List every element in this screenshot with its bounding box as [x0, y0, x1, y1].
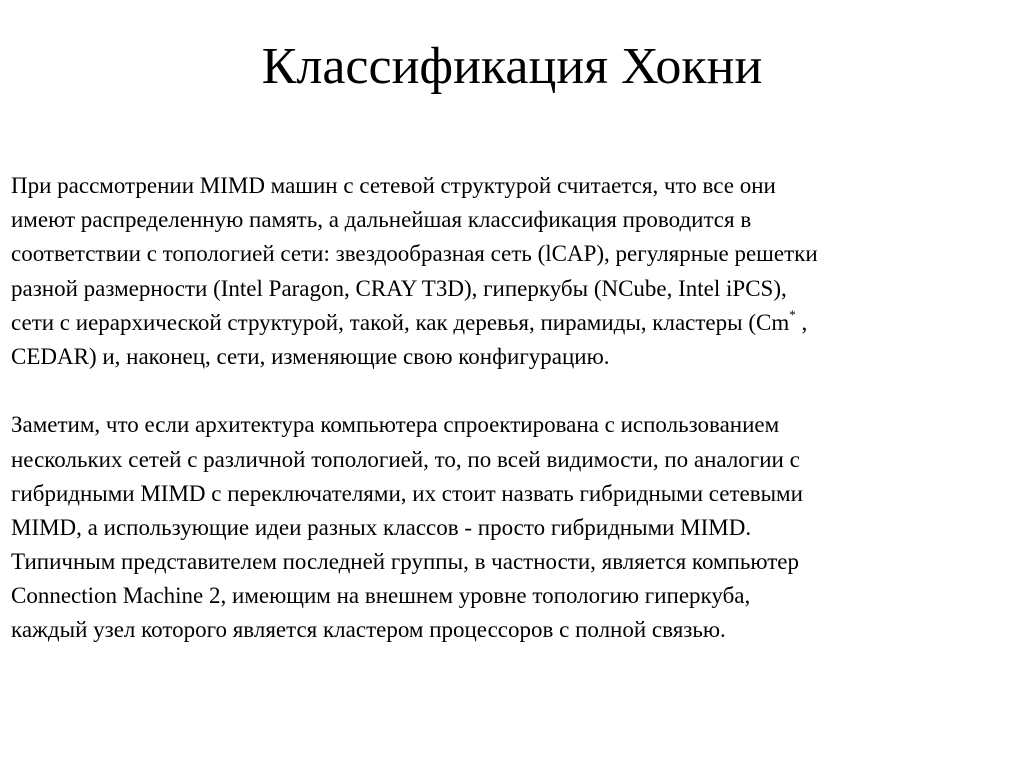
paragraph-2-line-6: Connection Machine 2, имеющим на внешнем уровне топологию гиперкуба,	[11, 583, 751, 609]
footnote-marker: *	[789, 307, 796, 323]
paragraph-2-line-2: нескольких сетей с различной топологией, то, по всей видимости, по аналогии с	[11, 446, 800, 472]
paragraph-1	[11, 169, 1015, 374]
paragraph-1-line-5-tail: ,	[795, 309, 808, 335]
paragraph-2	[11, 408, 1015, 647]
paragraph-1-line-3: соответствии с топологией сети: звездообразная сеть (lCAP), регулярные решетки	[11, 241, 818, 267]
slide-body	[11, 169, 1015, 648]
paragraph-1-line-2: имеют распределенную память, а дальнейшая классификация проводится в	[11, 207, 752, 233]
paragraph-1-line-4: разной размерности (Intel Paragon, CRAY T3D), гиперкубы (NCube, Intel iPCS),	[11, 275, 787, 301]
paragraph-1-line-6: CEDAR) и, наконец, сети, изменяющие свою конфигурацию.	[11, 343, 610, 369]
paragraph-1-line-5-main: сети с иерархической структурой, такой, как деревья, пирамиды, кластеры (Cm	[11, 309, 790, 335]
paragraph-1-line-5	[11, 306, 1015, 340]
slide-title: Классификация Хокни	[261, 38, 763, 95]
paragraph-2-line-1: Заметим, что если архитектура компьютера спроектирована с использованием	[11, 412, 780, 438]
paragraph-2-line-7: каждый узел которого является кластером процессоров с полной связью.	[11, 617, 726, 643]
paragraph-2-line-4: MIMD, а использующие идеи разных классов - просто гибридными MIMD.	[11, 514, 752, 540]
paragraph-1-line-1: При рассмотрении MIMD машин с сетевой структурой считается, что все они	[11, 173, 776, 198]
paragraph-2-line-5: Типичным представителем последней группы, в частности, является компьютер	[11, 549, 799, 575]
paragraph-2-line-3: гибридными MIMD с переключателями, их стоит назвать гибридными сетевыми	[11, 480, 803, 506]
